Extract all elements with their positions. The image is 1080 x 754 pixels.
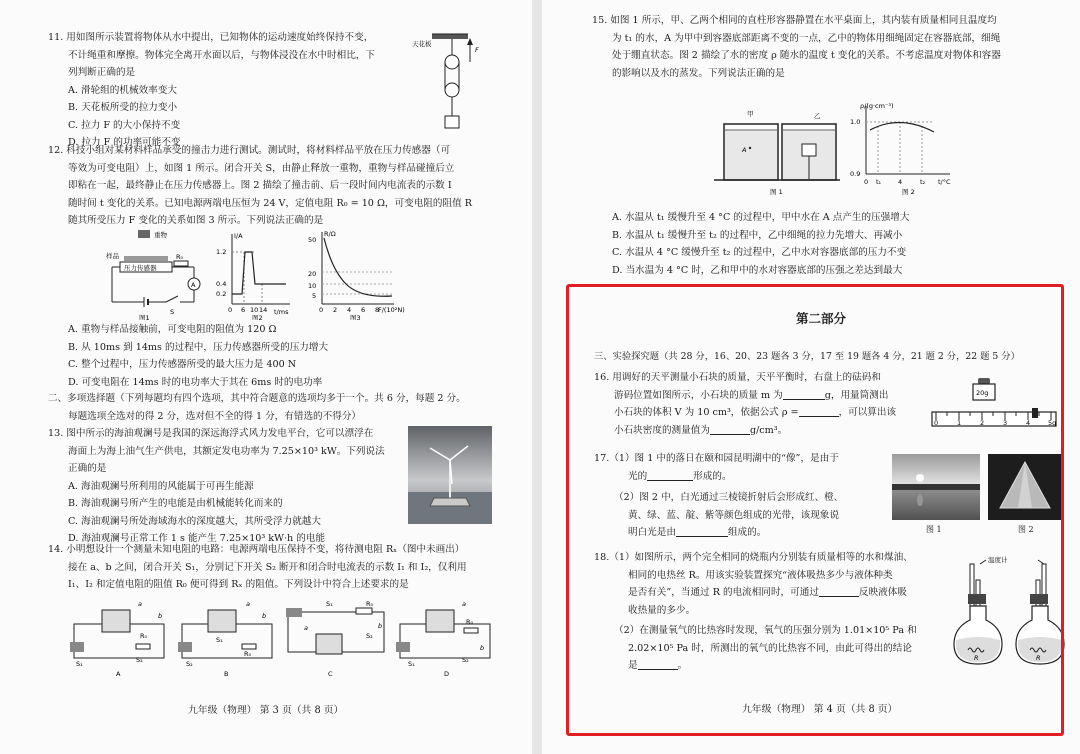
terminal-b-label: b	[262, 612, 267, 620]
choice-c: C	[328, 670, 333, 678]
q12-line: 随时间 t 变化的关系。已知电源两端电压恒为 24 V，定值电阻 R₀ = 10 Ω，可变电阻的阻值 R	[68, 197, 472, 209]
q15-line: 为 t₁ 的水，A 为甲中到容器底部距离不变的一点，乙中的物体用细绳固定在容器底部，细绳	[612, 32, 1001, 44]
q16-line: 小石块的体积 V 为 10 cm³，依据公式 ρ =	[614, 407, 799, 418]
weight-label: 重物	[154, 231, 167, 239]
terminal-b-label: b	[378, 622, 383, 630]
y-tick: 0.9	[850, 170, 861, 178]
terminal-a-label: a	[246, 600, 250, 608]
terminal-a-label: a	[462, 600, 466, 608]
sunset-lake-photo	[892, 454, 980, 520]
ammeter-label: A	[191, 281, 196, 289]
q16-line: ，可以算出该	[838, 407, 897, 418]
q16-line: 游码位置如图所示，小石块的质量 m 为	[614, 389, 783, 401]
switch-s	[166, 296, 178, 302]
question-15-options	[592, 209, 910, 279]
q11-option-d: D. 拉力 F 的功率可能不变	[68, 137, 181, 148]
q18-line: 收热量的多少。	[628, 604, 696, 616]
y-tick: 50	[308, 236, 317, 244]
x-tick: 8	[375, 306, 380, 314]
battery	[178, 642, 192, 652]
q11-line: 列判断正确的是	[68, 67, 136, 78]
r0-resistor	[242, 644, 256, 649]
q18-line: 是否有关”，当通过 R 的电流相同时，可通过	[628, 587, 819, 598]
current-curve	[232, 252, 286, 294]
r0-label: R₀	[244, 650, 252, 658]
fig2-caption: 图 2	[902, 188, 915, 196]
q18-line: 18.（1）如图所示，两个完全相同的烧瓶内分别装有质量相等的水和煤油、	[594, 552, 913, 563]
q12-fig3-resistance-graph	[302, 226, 406, 320]
ceiling-bar	[432, 34, 468, 39]
x-label: t/°C	[938, 178, 951, 186]
q18-line: 。	[677, 660, 688, 671]
q17-line: 17.（1）图 1 中的落日在颐和园昆明湖中的“像”，是由于	[594, 453, 839, 464]
x-tick: 14	[259, 306, 268, 314]
r0-resistor	[356, 608, 372, 614]
section-2-heading	[48, 390, 466, 425]
fig1-caption: 图 1	[770, 188, 783, 196]
q13-line: 13. 图中所示的海油观澜号是我国的深远海浮式风力发电平台，它可以漂浮在	[48, 428, 374, 439]
ceiling-label: 天花板	[412, 40, 432, 48]
q15-line: 的影响以及水的蒸发。下列说法正确的是	[612, 67, 785, 79]
prism-photo	[988, 454, 1062, 520]
s2-label: S₂	[366, 632, 373, 640]
formula-answer-blank[interactable]	[799, 405, 839, 417]
label-yi: 乙	[814, 112, 821, 120]
choice-b: B	[224, 670, 229, 678]
s2-label: S₂	[136, 656, 143, 664]
q18-line: 2.02×10⁵ Pa 时，所测出的氧气的比热容不同，由此可得出的结论	[628, 642, 912, 654]
q15-line: 处于绷直状态。图 2 描绘了水的密度 ρ 随水的温度 t 变化的关系。不考虑温度对物体和容器	[612, 50, 1001, 61]
q12-option-c: C. 整个过程中，压力传感器所受的最大压力是 400 N	[68, 359, 297, 370]
y-label: R/Ω	[324, 230, 336, 238]
weight-block	[138, 230, 150, 238]
circuit-option-d	[396, 600, 490, 678]
q13-option-c: C. 海油观澜号所处海域海水的深度越大，其所受浮力就越大	[68, 515, 321, 527]
part-2-title: 第二部分	[796, 311, 847, 326]
fig2-caption: 图2	[252, 314, 263, 320]
q12-line: 12. 科技小组对某材料样品承受的撞击力进行测试。测试时，将材料样品平放在压力传感器（可	[48, 145, 451, 156]
shoreline	[892, 484, 980, 490]
q13-line: 正确的是	[68, 463, 107, 474]
r0-resistor	[136, 644, 150, 649]
s1-label: S₁	[326, 600, 333, 608]
question-17	[594, 450, 843, 542]
q11-line: 不计绳重和摩擦。物体完全离开水面以后，与物体浸没在水中时相比，下	[68, 49, 375, 61]
ammeter	[316, 634, 342, 654]
battery	[70, 642, 84, 652]
question-18	[594, 549, 917, 675]
wind-platform-photo	[408, 426, 492, 524]
question-13	[48, 425, 385, 548]
q14-circuit-options	[66, 598, 496, 678]
r0-label: R₀	[366, 600, 374, 608]
pulley-figure	[412, 28, 492, 138]
q13-option-b: B. 海油观澜号所产生的电能是由机械能转化而来的	[68, 498, 283, 509]
y-tick: 1.2	[216, 248, 227, 256]
q11-option-a: A. 滑轮组的机械效率变大	[68, 84, 177, 96]
q12-fig1-circuit	[104, 228, 214, 320]
white-light-answer-blank[interactable]	[676, 525, 728, 537]
x-tick: 0	[228, 306, 233, 314]
leader-line	[980, 560, 986, 564]
s2-label: S₂	[462, 656, 469, 664]
scale-tick-label: 0	[934, 419, 939, 427]
flask-heating-figure	[952, 550, 1072, 670]
x-tick: 10	[250, 306, 259, 314]
resistance-curve	[324, 238, 392, 296]
weight-label: 20g	[976, 389, 989, 397]
x-tick: 0	[319, 306, 324, 314]
r0-label: R₀	[466, 618, 474, 626]
y-tick: 0.4	[216, 280, 227, 288]
point-a	[749, 147, 751, 149]
floating-platform	[430, 498, 470, 506]
q12-option-b: B. 从 10ms 到 14ms 的过程中，压力传感器所受的压力增大	[68, 341, 329, 353]
lake-water	[892, 490, 980, 520]
x-tick: 0	[864, 178, 869, 186]
choice-a: A	[116, 670, 121, 678]
moving-pulley	[445, 83, 459, 97]
stopper-right	[1030, 594, 1048, 604]
s1-label: S₁	[76, 660, 83, 668]
q15-option-a: A. 水温从 t₁ 缓慢升至 4 °C 的过程中，甲中水在 A 点产生的压强增大	[612, 212, 910, 223]
q11-option-c: C. 拉力 F 的大小保持不变	[68, 119, 181, 131]
q16-line: 16. 用调好的天平测量小石块的质量，天平平衡时，右盘上的砝码和	[594, 372, 881, 383]
scale-tick-label: 5g	[1048, 419, 1057, 427]
q18-line: 是	[628, 660, 638, 671]
q14-line: I₁、I₂ 和定值电阻的阻值 R₀ 便可得到 Rₓ 的阻值。下列设计中符合上述要求的是	[68, 579, 409, 590]
x-label: F/(10²N)	[378, 306, 405, 314]
resistor-label-left: R	[974, 654, 979, 662]
terminal-b-label: b	[480, 644, 485, 652]
sample-label: 样品	[106, 252, 119, 260]
switch-label: S	[170, 308, 175, 316]
r0-resistor	[464, 628, 478, 633]
y-tick: 5	[312, 292, 317, 300]
sample-plate	[124, 256, 168, 261]
x-tick: 6	[361, 306, 366, 314]
q14-line: 14. 小明想设计一个测量未知电阻的电路：电源两端电压保持不变，将待测电阻 Rₓ（图中未画出）	[48, 544, 465, 555]
q12-line: 即粘在一起，最终静止在压力传感器上。图 2 描绘了撞击前、后一段时间内电流表的示数 I	[68, 180, 452, 191]
r0-label: R₀	[176, 253, 184, 261]
q15-fig2-density-graph	[842, 100, 962, 196]
s2-label: S₂	[186, 660, 193, 668]
fig3-caption: 图3	[350, 314, 361, 320]
q12-line: 等效为可变电阻）上，如图 1 所示。闭合开关 S，由静止释放一重物，重物与样品碰撞后立	[68, 162, 455, 174]
choice-d: D	[444, 670, 450, 678]
mass-answer-blank[interactable]	[783, 388, 825, 400]
q17-line: 明白光是由	[628, 527, 676, 538]
y-tick: 20	[308, 270, 317, 278]
heat-indicator-answer-blank[interactable]	[819, 585, 859, 597]
q13-option-a: A. 海油观澜号所利用的风能属于可再生能源	[68, 480, 254, 492]
question-15	[592, 12, 1001, 82]
q12-fig2-current-graph	[214, 228, 294, 320]
point-a-label: A	[742, 146, 747, 154]
section-3-heading: 三、实验探究题（共 28 分，16、20、23 题各 3 分，17 至 19 题各 4 分，21 题 2 分，22 题 5 分）	[594, 351, 1020, 362]
circuit-option-a	[70, 600, 164, 678]
q12-option-d: D. 可变电阻在 14ms 时的电功率大于其在 6ms 时的电功率	[68, 376, 323, 388]
x-tick: 2	[333, 306, 338, 314]
circuit-option-c	[286, 600, 384, 678]
q15-option-d: D. 当水温为 4 °C 时，乙和甲中的水对容器底部的压强之差达到最大	[612, 264, 903, 276]
terminal-a-label: a	[138, 600, 142, 608]
q14-line: 接在 a、b 之间，闭合开关 S₁，分别记下开关 S₂ 断开和闭合时电流表的示数 I₁ 和 I₂，仅利用	[68, 561, 467, 573]
scale-tick-label: 3	[1003, 419, 1008, 427]
ammeter	[426, 610, 454, 632]
density-curve	[870, 122, 934, 132]
q17-line: 光的	[628, 470, 648, 482]
conclusion-answer-blank[interactable]	[638, 658, 678, 670]
s1-label: S₁	[216, 636, 223, 644]
q16-unit: g，用量筒测出	[824, 389, 889, 401]
x-tick: 4	[347, 306, 352, 314]
x-tick: t₂	[920, 178, 926, 186]
exam-page-3	[0, 0, 532, 754]
q18-line: 相同的电热丝 R。用该实验装置探究“液体吸热多少与液体种类	[628, 569, 893, 581]
q16-line: 小石块密度的测量值为	[614, 424, 710, 436]
y-label: I/A	[234, 232, 243, 240]
q17-fig1-caption: 图 1	[926, 525, 942, 534]
q13-line: 海面上为海上油气生产供电，其额定发电功率为 7.25×10³ kW。下列说法	[68, 445, 385, 457]
rider	[1032, 408, 1038, 418]
sensor-label: 压力传感器	[124, 264, 157, 272]
q15-option-b: B. 水温从 t₁ 缓慢升至 t₂ 的过程中，乙中细绳的拉力先增大、再减小	[612, 229, 903, 241]
fig1-caption: 图1	[139, 314, 150, 320]
stopper-left	[968, 594, 986, 604]
floating-object	[802, 144, 816, 156]
q16-unit: g/cm³。	[749, 424, 788, 436]
y-tick: 0.2	[216, 290, 227, 298]
fixed-pulley	[445, 55, 459, 69]
q11-line: 11. 用如图所示装置将物体从水中提出，已知物体的运动速度始终保持不变，	[48, 32, 374, 43]
q15-line: 15. 如图 1 所示，甲、乙两个相同的直柱形容器静置在水平桌面上，其内装有质量相同且温度均	[592, 15, 997, 26]
q12-line: 随其所受压力 F 变化的关系如图 3 所示。下列说法正确的是	[68, 215, 324, 226]
question-12	[48, 142, 472, 230]
circuit-option-b	[178, 600, 272, 678]
q11-option-b: B. 天花板所受的拉力变小	[68, 102, 178, 113]
density-answer-blank[interactable]	[710, 423, 750, 435]
q17-line: （2）图 2 中，白光通过三棱镜折射后会形成红、橙、	[614, 492, 844, 503]
section-2-line: 二、多项选择题（下列每题均有四个选项，其中符合题意的选项均多于一个。共 6 分，每题 2 分。	[48, 393, 466, 404]
y-label: ρ/(g·cm⁻³)	[860, 102, 894, 110]
q12-option-a: A. 重物与样品接触前，可变电阻的阻值为 120 Ω	[68, 324, 277, 335]
hanging-object	[445, 116, 459, 128]
scale-tick-label: 2	[980, 419, 985, 427]
weight-knob	[978, 378, 990, 384]
x-tick: t₁	[876, 178, 882, 186]
question-11	[48, 29, 375, 152]
question-14	[48, 541, 467, 594]
section-2-line: 每题选项全选对的得 2 分，选对但不全的得 1 分，有错选的不得分）	[68, 410, 362, 422]
q17-line: 形成的。	[693, 470, 732, 482]
q15-fig1-containers	[710, 104, 842, 196]
r0-resistor	[174, 261, 188, 266]
ammeter	[102, 610, 130, 632]
water-jia	[725, 130, 777, 179]
leader-line	[1038, 560, 1044, 564]
scale-tick-label: 4	[1026, 419, 1031, 427]
thermometer-label: 温度计	[988, 556, 1008, 564]
r0-label: R₀	[140, 632, 148, 640]
q15-option-c: C. 水温从 4 °C 缓慢升至 t₂ 的过程中，乙中水对容器底部的压力不变	[612, 247, 907, 258]
terminal-a-label: a	[304, 624, 308, 632]
force-arrow	[467, 38, 473, 45]
balance-weights-figure	[926, 374, 1062, 432]
battery	[286, 608, 302, 617]
q18-line: 反映液体吸	[858, 587, 907, 598]
question-16	[594, 369, 896, 439]
x-tick: 4	[898, 178, 903, 186]
q13-option-d: D. 海油观澜号正常工作 1 s 能产生 7.25×10³ kW·h 的电能	[68, 533, 326, 544]
page-4-footer: 九年级（物理） 第 4 页（共 8 页）	[742, 704, 898, 715]
y-tick: 1.0	[850, 118, 861, 126]
y-tick: 10	[308, 282, 317, 290]
terminal-b-label: b	[158, 612, 163, 620]
q17-fig2-caption: 图 2	[1018, 525, 1034, 534]
sun	[916, 474, 924, 482]
ammeter	[208, 610, 236, 632]
resistor-label-right: R	[1036, 654, 1041, 662]
q17-line: 黄、绿、蓝、靛、紫等颜色组成的光带，该现象说	[628, 509, 840, 521]
question-12-options	[48, 321, 328, 391]
q18-line: （2）在测量氧气的比热容时发现，氧气的压强分别为 1.01×10⁵ Pa 和	[614, 625, 917, 636]
scale-tick-label: 1	[957, 419, 962, 427]
x-tick: 6	[241, 306, 246, 314]
page-3-footer: 九年级（物理） 第 3 页（共 8 页）	[188, 705, 344, 716]
x-label: t/ms	[274, 308, 289, 316]
label-jia: 甲	[747, 110, 754, 118]
exam-page-4	[542, 0, 1080, 754]
s1-label: S₁	[408, 660, 415, 668]
force-label: F	[475, 46, 479, 54]
battery	[396, 642, 410, 652]
reflection-answer-blank[interactable]	[647, 469, 693, 481]
q17-line: 组成的。	[727, 527, 767, 538]
